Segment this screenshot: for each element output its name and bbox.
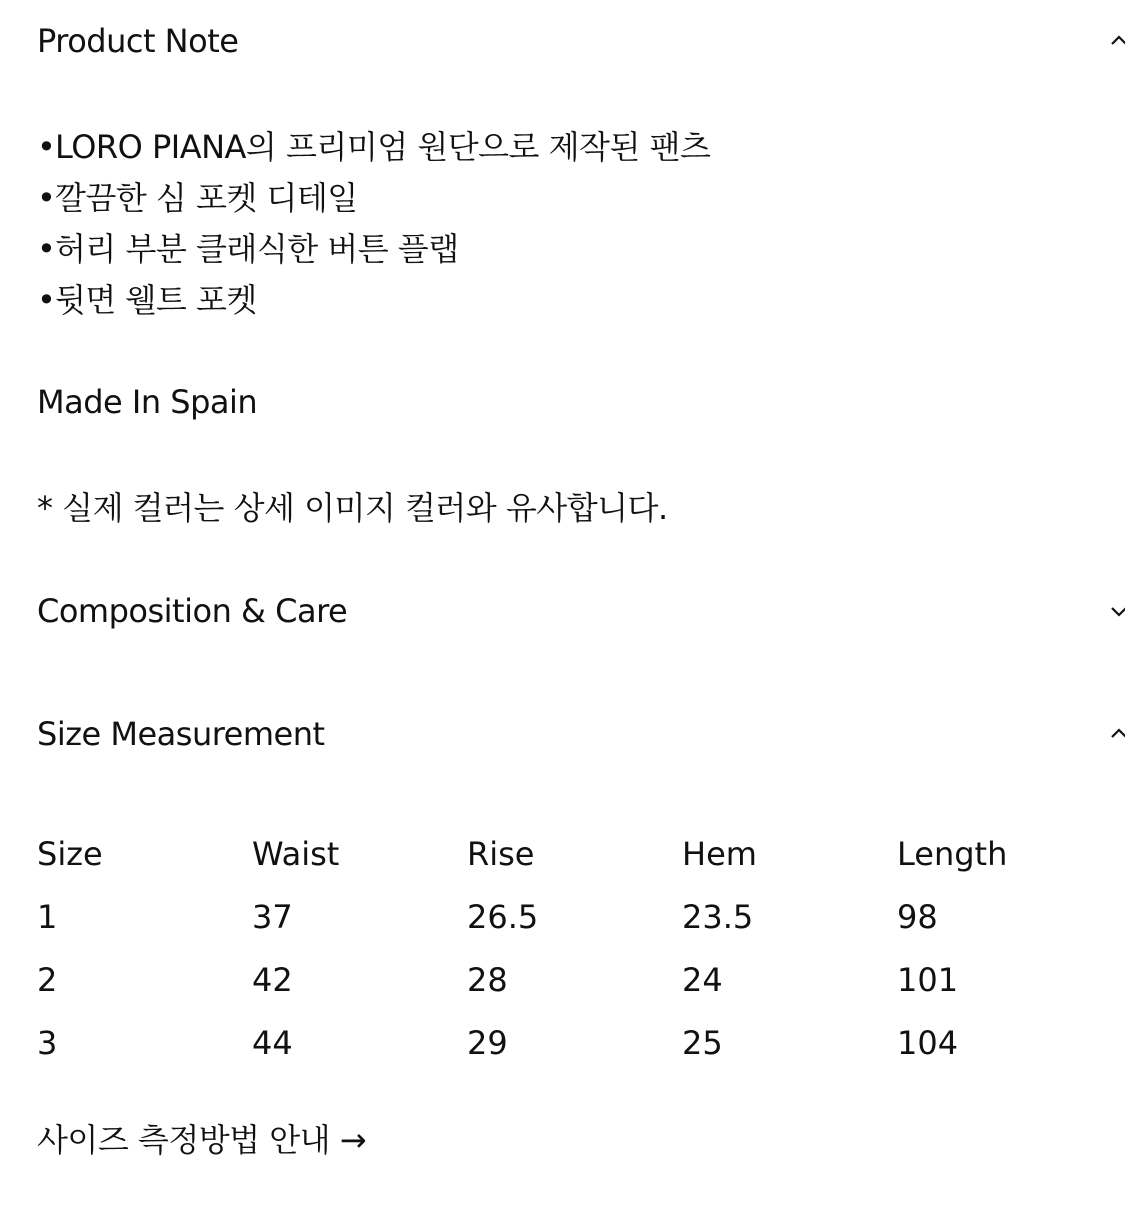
chevron-up-icon[interactable] xyxy=(1107,722,1125,746)
table-cell: 104 xyxy=(897,1023,959,1062)
bullet: • xyxy=(37,230,56,268)
chevron-down-icon[interactable] xyxy=(1107,599,1125,623)
table-row xyxy=(37,1011,1112,1074)
origin-text: Made In Spain xyxy=(37,383,258,421)
note-text: 허리 부분 클래식한 버튼 플랩 xyxy=(55,230,459,268)
table-row xyxy=(37,948,1112,1011)
chevron-up-icon[interactable] xyxy=(1107,29,1125,53)
list-item xyxy=(37,224,710,275)
table-cell: 101 xyxy=(897,960,959,999)
table-row xyxy=(37,885,1112,948)
column-header-waist: Waist xyxy=(252,834,340,873)
color-notice: * 실제 컬러는 상세 이미지 컬러와 유사합니다. xyxy=(37,489,668,527)
column-header-size: Size xyxy=(37,834,103,873)
list-item xyxy=(37,275,710,326)
table-cell: 24 xyxy=(682,960,723,999)
product-note-list xyxy=(37,122,710,326)
bullet: • xyxy=(37,128,56,166)
table-cell: 42 xyxy=(252,960,293,999)
size-measurement-title: Size Measurement xyxy=(37,715,325,753)
table-cell: 25 xyxy=(682,1023,723,1062)
size-guide-link[interactable]: 사이즈 측정방법 안내 → xyxy=(37,1121,367,1159)
product-note-title: Product Note xyxy=(37,22,239,60)
table-cell: 44 xyxy=(252,1023,293,1062)
note-text: 깔끔한 심 포켓 디테일 xyxy=(55,179,358,217)
bullet: • xyxy=(37,281,56,319)
composition-care-title: Composition & Care xyxy=(37,592,348,630)
column-header-rise: Rise xyxy=(467,834,535,873)
column-header-hem: Hem xyxy=(682,834,757,873)
note-text: 뒷면 웰트 포켓 xyxy=(55,281,257,319)
table-cell: 23.5 xyxy=(682,897,754,936)
column-header-length: Length xyxy=(897,834,1008,873)
list-item xyxy=(37,122,710,173)
table-cell: 98 xyxy=(897,897,938,936)
size-table xyxy=(37,822,1112,1074)
table-cell: 28 xyxy=(467,960,508,999)
product-note-header[interactable] xyxy=(37,16,1125,66)
table-header-row xyxy=(37,822,1112,885)
table-cell: 26.5 xyxy=(467,897,539,936)
table-cell: 2 xyxy=(37,960,58,999)
table-cell: 1 xyxy=(37,897,58,936)
table-cell: 3 xyxy=(37,1023,58,1062)
composition-care-header[interactable] xyxy=(37,586,1125,636)
list-item xyxy=(37,173,710,224)
table-cell: 29 xyxy=(467,1023,508,1062)
note-text: LORO PIANA의 프리미엄 원단으로 제작된 팬츠 xyxy=(55,128,711,166)
table-cell: 37 xyxy=(252,897,293,936)
size-measurement-header[interactable] xyxy=(37,709,1125,759)
bullet: • xyxy=(37,179,56,217)
